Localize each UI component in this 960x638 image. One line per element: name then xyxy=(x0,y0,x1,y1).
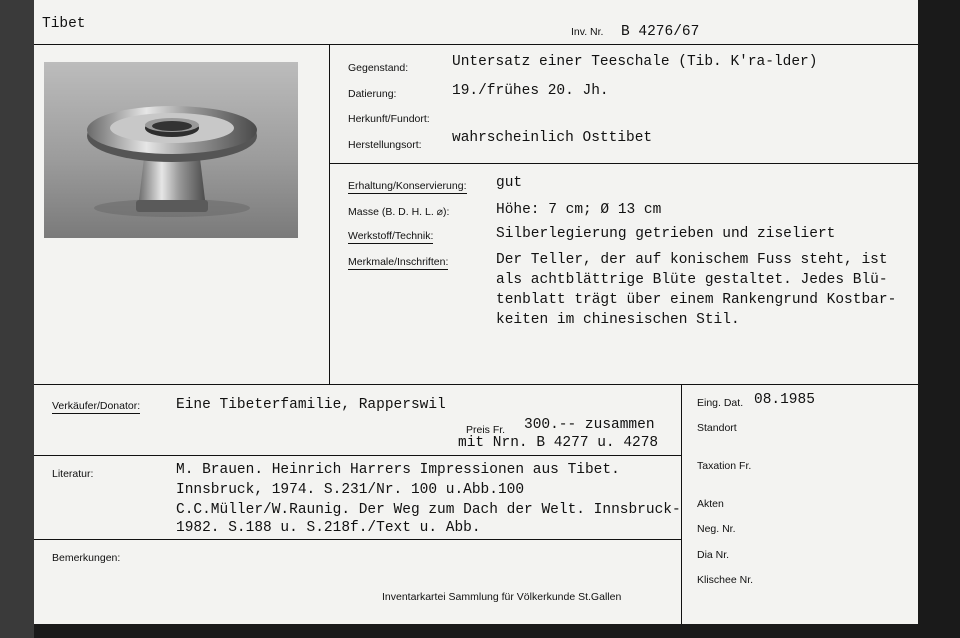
region-title: Tibet xyxy=(42,16,86,32)
divider xyxy=(34,539,681,540)
masse-value: Höhe: 7 cm; Ø 13 cm xyxy=(496,202,662,218)
taxation-label: Taxation Fr. xyxy=(697,460,752,472)
merkmale-line: Der Teller, der auf konischem Fuss steht, ist xyxy=(496,252,888,268)
literature-line: 1982. S.188 u. S.218f./Text u. Abb. xyxy=(176,520,481,536)
literature-line: C.C.Müller/W.Raunig. Der Weg zum Dach der Welt. Innsbruck- xyxy=(176,502,681,518)
divider xyxy=(34,44,918,45)
gegenstand-value: Untersatz einer Teeschale (Tib. K'ra-lder) xyxy=(452,54,818,70)
datierung-label: Datierung: xyxy=(348,88,397,100)
inventory-card xyxy=(34,0,918,624)
herstellungsort-value: wahrscheinlich Osttibet xyxy=(452,130,653,146)
divider xyxy=(34,455,681,456)
erhaltung-value: gut xyxy=(496,175,523,191)
klischee-nr-label: Klischee Nr. xyxy=(697,574,754,586)
herkunft-label: Herkunft/Fundort: xyxy=(348,113,430,125)
literature-line: M. Brauen. Heinrich Harrers Impressionen aus Tibet. xyxy=(176,462,620,478)
werkstoff-value: Silberlegierung getrieben und ziseliert xyxy=(496,226,836,242)
merkmale-line: keiten im chinesischen Stil. xyxy=(496,312,740,328)
preis-value: 300.-- zusammen xyxy=(524,417,655,433)
footer-text: Inventarkartei Sammlung für Völkerkunde St.Gallen xyxy=(382,591,622,603)
inv-nr-value: B 4276/67 xyxy=(621,24,700,40)
herstellungsort-label: Herstellungsort: xyxy=(348,139,422,151)
erhaltung-label: Erhaltung/Konservierung: xyxy=(348,180,467,192)
divider xyxy=(681,385,682,624)
merkmale-label: Merkmale/Inschriften: xyxy=(348,256,449,268)
bemerkungen-label: Bemerkungen: xyxy=(52,552,121,564)
standort-label: Standort xyxy=(697,422,737,434)
inv-nr-label: Inv. Nr. xyxy=(571,26,604,38)
eing-dat-value: 08.1985 xyxy=(754,392,815,408)
background-edge xyxy=(0,0,34,638)
datierung-value: 19./frühes 20. Jh. xyxy=(452,83,609,99)
divider xyxy=(330,163,918,164)
merkmale-line: tenblatt trägt über einem Rankengrund Kostbar- xyxy=(496,292,897,308)
verkaeufer-value: Eine Tibeterfamilie, Rapperswil xyxy=(176,397,446,413)
masse-label: Masse (B. D. H. L. ⌀): xyxy=(348,206,450,218)
merkmale-line: als achtblättrige Blüte gestaltet. Jedes Blü- xyxy=(496,272,888,288)
neg-nr-label: Neg. Nr. xyxy=(697,523,736,535)
literatur-label: Literatur: xyxy=(52,468,94,480)
dia-nr-label: Dia Nr. xyxy=(697,549,730,561)
gegenstand-label: Gegenstand: xyxy=(348,62,409,74)
divider xyxy=(34,384,918,385)
preis-note: mit Nrn. B 4277 u. 4278 xyxy=(458,435,659,451)
eing-dat-label: Eing. Dat. xyxy=(697,397,744,409)
akten-label: Akten xyxy=(697,498,724,510)
object-photo xyxy=(44,62,298,238)
werkstoff-label: Werkstoff/Technik: xyxy=(348,230,434,242)
divider xyxy=(329,45,330,385)
verkaeufer-label: Verkäufer/Donator: xyxy=(52,400,141,412)
preis-label: Preis Fr. xyxy=(466,424,506,436)
literature-line: Innsbruck, 1974. S.231/Nr. 100 u.Abb.100 xyxy=(176,482,525,498)
